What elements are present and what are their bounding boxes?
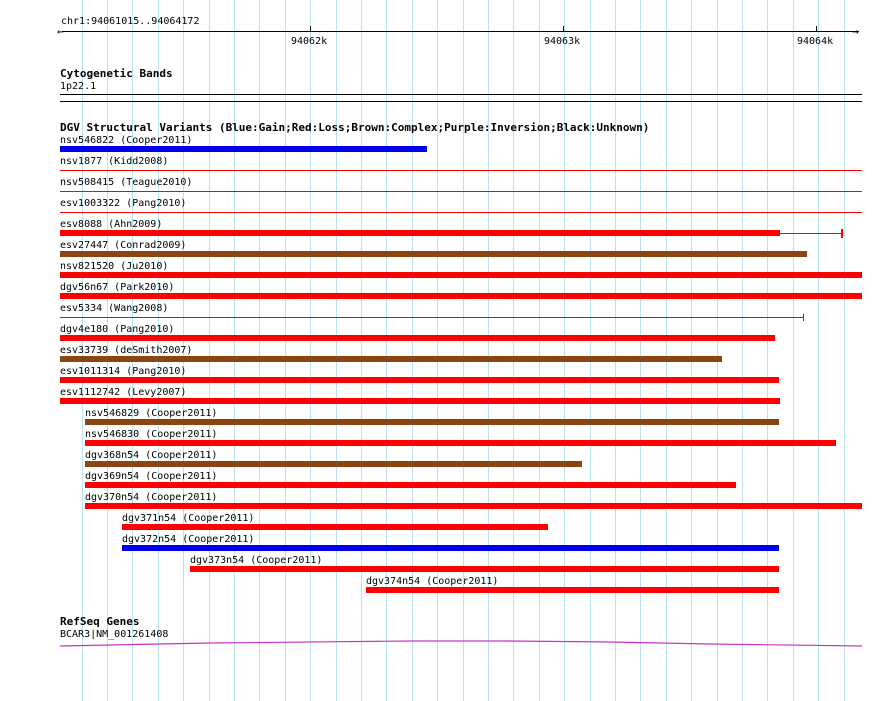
variant-label[interactable]: esv1112742 (Levy2007) xyxy=(60,387,187,398)
grid-line xyxy=(666,0,667,701)
variant-label[interactable]: dgv56n67 (Park2010) xyxy=(60,282,175,293)
refseq-track-title[interactable]: RefSeq Genes xyxy=(60,615,140,628)
variant-label[interactable]: nsv508415 (Teague2010) xyxy=(60,177,193,188)
ruler-right-arrow-icon[interactable]: → xyxy=(852,25,859,38)
grid-line xyxy=(513,0,514,701)
grid-line xyxy=(615,0,616,701)
grid-line xyxy=(717,0,718,701)
grid-line xyxy=(336,0,337,701)
variant-label[interactable]: dgv368n54 (Cooper2011) xyxy=(85,450,218,461)
variant-label[interactable]: dgv373n54 (Cooper2011) xyxy=(190,555,323,566)
variant-label[interactable]: nsv546822 (Cooper2011) xyxy=(60,135,193,146)
grid-line xyxy=(285,0,286,701)
grid-line xyxy=(209,0,210,701)
variant-bar[interactable] xyxy=(60,293,862,299)
variant-label[interactable]: dgv370n54 (Cooper2011) xyxy=(85,492,218,503)
variant-label[interactable]: dgv4e180 (Pang2010) xyxy=(60,324,175,335)
variant-bar[interactable] xyxy=(60,272,862,278)
variant-end-cap xyxy=(841,229,843,238)
variant-bar[interactable] xyxy=(366,587,779,593)
variant-label[interactable]: esv27447 (Conrad2009) xyxy=(60,240,187,251)
variant-line[interactable] xyxy=(60,212,862,213)
variant-label[interactable]: esv5334 (Wang2008) xyxy=(60,303,169,314)
ruler-left-arrow-icon[interactable]: ← xyxy=(57,25,64,38)
variant-label[interactable]: esv1003322 (Pang2010) xyxy=(60,198,187,209)
grid-line xyxy=(691,0,692,701)
grid-line xyxy=(234,0,235,701)
variant-line[interactable] xyxy=(60,191,862,192)
variant-label[interactable]: dgv374n54 (Cooper2011) xyxy=(366,576,499,587)
variant-bar[interactable] xyxy=(85,482,736,488)
ruler-tick-label: 94063k xyxy=(544,36,581,47)
ruler-tick-label: 94062k xyxy=(291,36,328,47)
region-label: chr1:94061015..94064172 xyxy=(61,16,200,27)
variant-label[interactable]: nsv1877 (Kidd2008) xyxy=(60,156,169,167)
ruler-tick xyxy=(310,26,311,32)
variant-line[interactable] xyxy=(60,170,862,171)
variant-bar[interactable] xyxy=(122,545,779,551)
grid-line xyxy=(386,0,387,701)
grid-line xyxy=(844,0,845,701)
variant-bar[interactable] xyxy=(60,377,779,383)
gene-label: BCAR3|NM_001261408 xyxy=(60,629,169,640)
variant-bar[interactable] xyxy=(85,419,779,425)
dgv-track-title[interactable]: DGV Structural Variants (Blue:Gain;Red:Loss;Brown:Complex;Purple:Inversion;Black:Unknown) xyxy=(60,121,650,134)
grid-line xyxy=(742,0,743,701)
variant-bar[interactable] xyxy=(60,230,780,236)
grid-line xyxy=(412,0,413,701)
grid-line xyxy=(539,0,540,701)
variant-label[interactable]: esv33739 (deSmith2007) xyxy=(60,345,193,356)
cytoband-border-bottom xyxy=(60,101,862,102)
variant-line[interactable] xyxy=(60,317,803,318)
variant-bar[interactable] xyxy=(85,461,582,467)
variant-bar[interactable] xyxy=(85,440,836,446)
variant-bar[interactable] xyxy=(190,566,779,572)
variant-label[interactable]: dgv372n54 (Cooper2011) xyxy=(122,534,255,545)
variant-label[interactable]: esv8088 (Ahn2009) xyxy=(60,219,163,230)
variant-label[interactable]: nsv821520 (Ju2010) xyxy=(60,261,169,272)
grid-line xyxy=(463,0,464,701)
variant-bar[interactable] xyxy=(60,251,807,257)
cytoband-border-top xyxy=(60,94,862,95)
variant-whisker xyxy=(780,233,841,234)
ruler-tick xyxy=(563,26,564,32)
variant-bar[interactable] xyxy=(60,335,775,341)
grid-line xyxy=(437,0,438,701)
variant-bar[interactable] xyxy=(60,146,427,152)
variant-label[interactable]: dgv371n54 (Cooper2011) xyxy=(122,513,255,524)
ruler-tick-label: 94064k xyxy=(797,36,834,47)
variant-label[interactable]: esv1011314 (Pang2010) xyxy=(60,366,187,377)
variant-label[interactable]: dgv369n54 (Cooper2011) xyxy=(85,471,218,482)
grid-line xyxy=(259,0,260,701)
grid-line xyxy=(818,0,819,701)
cytoband-track-title[interactable]: Cytogenetic Bands xyxy=(60,67,173,80)
grid-line xyxy=(640,0,641,701)
cytoband-label: 1p22.1 xyxy=(60,81,97,92)
variant-bar[interactable] xyxy=(85,503,862,509)
variant-bar[interactable] xyxy=(60,356,722,362)
grid-line xyxy=(590,0,591,701)
variant-label[interactable]: nsv546829 (Cooper2011) xyxy=(85,408,218,419)
variant-label[interactable]: nsv546830 (Cooper2011) xyxy=(85,429,218,440)
grid-line xyxy=(361,0,362,701)
variant-end-cap xyxy=(803,314,804,321)
grid-line xyxy=(310,0,311,701)
ruler-tick xyxy=(816,26,817,32)
grid-line xyxy=(488,0,489,701)
variant-bar[interactable] xyxy=(122,524,548,530)
variant-bar[interactable] xyxy=(60,398,780,404)
grid-line xyxy=(564,0,565,701)
ruler-line xyxy=(62,31,859,32)
grid-line xyxy=(793,0,794,701)
grid-line xyxy=(767,0,768,701)
